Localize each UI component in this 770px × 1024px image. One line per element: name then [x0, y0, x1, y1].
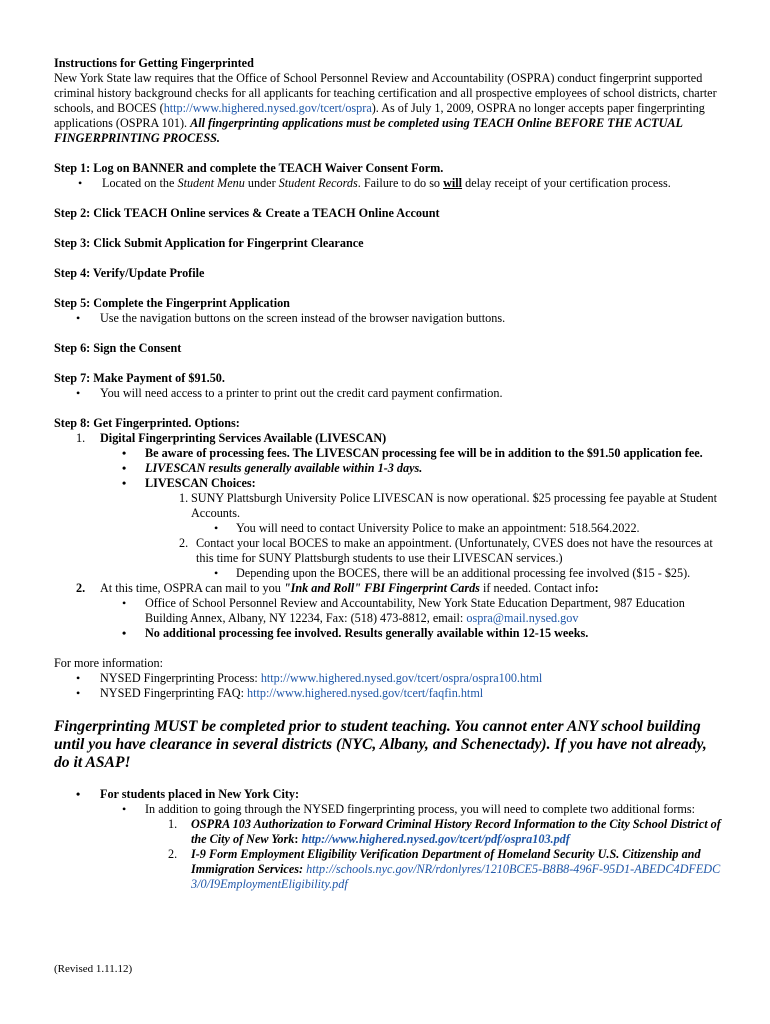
choices-text: LIVESCAN Choices: — [145, 476, 256, 490]
bullet-icon: • — [76, 311, 81, 325]
fees-text: Be aware of processing fees. The LIVESCAN processing fee will be in addition to the $91.50 application fee. — [145, 446, 703, 460]
i9-form-link[interactable]: http://schools.nyc.gov/NR/rdonlyres/1210BCE5-B8B8-496F-95D1-ABEDC4DFEDC3/0/I9EmploymentEligibility.pdf — [191, 862, 721, 891]
ospra-email-link[interactable]: ospra@mail.nysed.gov — [466, 611, 579, 625]
fingerprinting-faq-link[interactable]: http://www.highered.nysed.gov/tcert/faqfin.html — [247, 686, 484, 700]
choice-number: 2. — [179, 536, 189, 550]
more-info-label: For more information: — [54, 656, 163, 670]
step-5-bullet — [54, 311, 724, 326]
choice-1-text: SUNY Plattsburgh University Police LIVESCAN is now operational. $25 processing fee payable at Student Accounts. — [191, 491, 718, 520]
choice-2-bullet-text: Depending upon the BOCES, there will be an additional processing fee involved ($15 - $25). — [236, 566, 691, 580]
option-number: 1. — [76, 431, 86, 445]
ospra-103-link[interactable]: http://www.highered.nysed.gov/tcert/pdf/ospra103.pdf — [301, 832, 570, 846]
step-4-title: Step 4: Verify/Update Profile — [54, 266, 205, 280]
fingerprinting-process-link[interactable]: http://www.highered.nysed.gov/tcert/ospra/ospra100.html — [260, 671, 543, 685]
intro-text-2: ). As of July 1, 2009, OSPRA no longer accepts paper fingerprinting applications (OSPRA 101). — [54, 101, 705, 130]
step-8-title: Step 8: Get Fingerprinted. Options: — [54, 416, 240, 430]
step-1-text: . Failure to do so — [357, 176, 444, 190]
step-3-title: Step 3: Click Submit Application for Fingerprint Clearance — [54, 236, 364, 250]
step-1-text: under — [244, 176, 279, 190]
step-1-text: delay receipt of your certification process. — [462, 176, 671, 190]
option-1-bullet-choices — [54, 476, 724, 491]
option-2-text: if needed. Contact info — [479, 581, 595, 595]
bullet-icon: • — [214, 521, 219, 535]
fbi-cards-term: "Ink and Roll" FBI Fingerprint Cards — [283, 581, 480, 595]
option-1 — [54, 431, 724, 446]
step-6-title: Step 6: Sign the Consent — [54, 341, 182, 355]
step-7-bullet-text: You will need access to a printer to print out the credit card payment confirmation. — [100, 386, 503, 400]
nyc-form-1 — [54, 817, 724, 847]
option-1-title: Digital Fingerprinting Services Available (LIVESCAN) — [100, 431, 387, 445]
bullet-icon: • — [76, 787, 81, 801]
results-text: LIVESCAN results generally available within 1-3 days. — [145, 461, 423, 475]
student-records-term: Student Records — [278, 176, 358, 190]
student-menu-term: Student Menu — [177, 176, 245, 190]
more-info-item — [54, 686, 724, 701]
bullet-icon: • — [122, 626, 127, 640]
bullet-icon: • — [76, 386, 81, 400]
bullet-icon: • — [76, 671, 81, 685]
choice-number: 1. — [179, 491, 189, 505]
bullet-icon: • — [122, 802, 127, 816]
nyc-form-2 — [54, 847, 724, 892]
revision-footer: (Revised 1.11.12) — [54, 963, 133, 975]
bullet-icon: • — [78, 176, 83, 190]
option-2-bullet-contact — [54, 596, 724, 626]
bullet-icon: • — [214, 566, 219, 580]
option-1-bullet-results — [54, 461, 724, 476]
option-2-colon: : — [594, 581, 599, 595]
option-2-bullet-fee — [54, 626, 724, 641]
step-1-title: Step 1: Log on BANNER and complete the TEACH Waiver Consent Form. — [54, 161, 444, 175]
step-5-bullet-text: Use the navigation buttons on the screen instead of the browser navigation buttons. — [100, 311, 506, 325]
step-2-title: Step 2: Click TEACH Online services & Create a TEACH Online Account — [54, 206, 440, 220]
step-1-text: Located on the — [102, 176, 178, 190]
ospra-link[interactable]: http://www.highered.nysed.gov/tcert/ospra — [163, 101, 372, 115]
bullet-icon: • — [122, 461, 127, 475]
intro-text-1: New York State law requires that the Office of School Personnel Review and Accountability (OSPRA) conduct fingerprint supported criminal history background checks for all applicants for teaching certification and all prospective employees of school districts, charter schools, and BOCES ( — [54, 71, 717, 115]
ospra-103-text: OSPRA 103 Authorization to Forward Criminal History Record Information to the City School District of the City of New York — [191, 817, 721, 846]
choice-1-bullet-text: You will need to contact University Police to make an appointment: 518.564.2022. — [236, 521, 640, 535]
step-5-title: Step 5: Complete the Fingerprint Application — [54, 296, 290, 310]
instructions-page — [54, 56, 724, 892]
bullet-icon: • — [122, 446, 127, 460]
nyc-bullet-text: In addition to going through the NYSED fingerprinting process, you will need to complete two additional forms: — [145, 802, 696, 816]
step-1-bullet — [54, 176, 724, 191]
bullet-icon: • — [122, 476, 127, 490]
bullet-icon: • — [122, 596, 127, 610]
will-emphasis: will — [443, 176, 463, 190]
more-info-item — [54, 671, 724, 686]
form-1-separator: : — [294, 832, 302, 846]
nyc-section-title — [54, 787, 724, 802]
choice-2-bullet — [54, 566, 724, 581]
choice-2-text: Contact your local BOCES to make an appointment. (Unfortunately, CVES does not have the resources at this time for SUNY Plattsburgh students to use their LIVESCAN services.) — [196, 536, 713, 565]
form-number: 2. — [168, 847, 178, 861]
option-number: 2. — [76, 581, 86, 595]
heading: Instructions for Getting Fingerprinted — [54, 56, 254, 70]
no-fee-text: No additional processing fee involved. Results generally available within 12-15 weeks. — [145, 626, 589, 640]
step-7-bullet — [54, 386, 724, 401]
warning-notice: Fingerprinting MUST be completed prior to student teaching. You cannot enter ANY school building until you have clearance in several districts (NYC, Albany, and Schenectady). If you have not already, do it ASAP! — [54, 718, 707, 771]
option-2 — [54, 581, 724, 596]
form-number: 1. — [168, 817, 178, 831]
i9-form-text: I-9 Form Employment Eligibility Verification Department of Homeland Security U.S. Citizenship and Immigration Services: — [191, 847, 701, 876]
step-7-title: Step 7: Make Payment of $91.50. — [54, 371, 225, 385]
option-2-text: At this time, OSPRA can mail to you — [100, 581, 284, 595]
intro-paragraph — [54, 71, 724, 146]
bullet-icon: • — [76, 686, 81, 700]
nyc-title-text: For students placed in New York City: — [100, 787, 300, 801]
choice-1-bullet — [54, 521, 724, 536]
contact-text: Office of School Personnel Review and Accountability, New York State Education Department, 987 Education Building Annex, Albany, NY 12234, Fax: (518) 473-8812, email: — [145, 596, 685, 625]
intro-emphasis: All fingerprinting applications must be completed using TEACH Online BEFORE THE ACTUAL FINGERPRINTING PROCESS. — [54, 116, 683, 145]
more-info-item-label: NYSED Fingerprinting Process: — [100, 671, 261, 685]
more-info-item-label: NYSED Fingerprinting FAQ: — [100, 686, 248, 700]
option-1-bullet-fees — [54, 446, 724, 461]
choice-1 — [54, 491, 724, 521]
nyc-bullet — [54, 802, 724, 817]
choice-2 — [54, 536, 724, 566]
